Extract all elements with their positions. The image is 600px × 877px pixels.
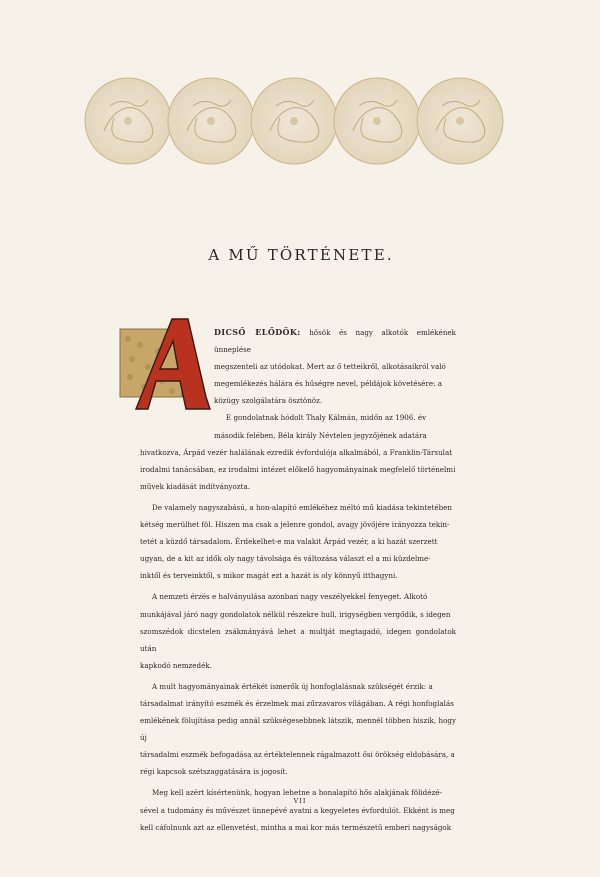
text-line: társadalmat irányító eszmék és érzelmek mai zűrzavaros világában. A régi honfoglalás xyxy=(140,698,454,708)
paragraph-6 xyxy=(140,784,456,835)
roundel-ornament-icon xyxy=(84,76,504,166)
text-line: művek kiadását indítványozta. xyxy=(140,481,250,491)
text-line: inktől és terveinktől, s mikor magát ezt a hazát is oly könnyű itthagyni. xyxy=(140,571,398,581)
text-line: társadalmi eszmék befogadása az értéktelennek rágalmazott ősi örökség eldobására, a xyxy=(140,750,455,760)
text-line: munkájával járó nagy gondolatok nélkül részekre hull, irigységben vergődik, s idegen xyxy=(140,609,451,619)
text-line: A mult hagyományainak értékét ismerők új honfoglalásnak szükségét érzik: a xyxy=(152,681,433,691)
paragraph-3 xyxy=(140,499,456,584)
drop-cap-text: A xyxy=(118,315,119,316)
text-line: kapkodó nemzedék. xyxy=(140,660,212,670)
text-line: kell cáfolnunk azt az ellenvetést, mintha a mai kor más természetű emberi nagyságok xyxy=(140,822,452,832)
text-line: tetét a küzdő társadalom. Érdekelhet-e ma valakit Árpád vezér, a ki hazát szerzett xyxy=(140,537,438,547)
title-dot: . xyxy=(386,246,392,264)
text-line: szomszédok dicstelen zsákmányává lehet a multját megtagadó, idegen gondolatok után xyxy=(140,626,456,653)
text-line: De valamely nagyszabású, a hon-alapító emlékéhez méltó mű kiadása tekintetében xyxy=(152,502,452,512)
paragraph-4 xyxy=(140,588,456,673)
paragraph-2 xyxy=(140,409,456,426)
text-line: A nemzeti érzés e halványulása azonban nagy veszélyekkel fenyeget. Alkotó xyxy=(152,592,428,602)
text-line: E gondolatnak hódolt Thaly Kálmán, midőn az 1906. év xyxy=(226,413,427,423)
paragraph-1-cont xyxy=(140,358,456,409)
text-line: irodalmi tanácsában, ez irodalmi intézet előkelő hagyományainak megfelelő történelmi xyxy=(140,464,456,474)
page-number: VII xyxy=(293,797,307,805)
text-line: ugyan, de a kit az idők oly nagy távolsága és változása választ el a mi küzdelme- xyxy=(140,554,431,564)
text-line: második felében, Béla király Névtelen jegyzőjének adatára xyxy=(214,430,427,440)
lead-words: DICSŐ ELŐDÖK: xyxy=(214,327,301,337)
text-line: Meg kell azért kísértenünk, hogyan lehetne a honalapító hős alakjának fölidézé- xyxy=(152,788,442,798)
paragraph-5 xyxy=(140,678,456,781)
body-text xyxy=(140,324,456,836)
text-line: megszenteli az utódokat. Mert az ő tetteikről, alkotásaikról való xyxy=(214,362,446,372)
text-line: hivatkozva, Árpád vezér halálának ezredik évfordulója alkalmából, a Franklin-Társulat xyxy=(140,447,453,457)
text-line: sével a tudomány és művészet ünnepévé avatni a kegyeletes évfordulót. Ekként is meg xyxy=(140,805,455,815)
text-line: közügy szolgálatára ösztönöz. xyxy=(214,396,323,406)
text-line: hősök és nagy alkotók emlékének ünneplése xyxy=(214,328,456,355)
paragraph-1 xyxy=(140,324,456,358)
title-text: A MŰ TÖRTÉNETE xyxy=(208,246,387,264)
text-line: emlékének fölujítása pedig annál szükségesebbnek látszik, mennél többen hiszik, hogy új xyxy=(140,716,456,743)
text-line: megemlékezés hálára és hűségre nevel, példájok követésére: a xyxy=(214,379,442,389)
page-title xyxy=(0,246,600,264)
ornamental-roundels xyxy=(84,76,504,166)
text-line: régi kapcsok szétszaggatására is jogosít. xyxy=(140,767,288,777)
paragraph-2-cont xyxy=(140,427,456,495)
text-line: kétség merülhet föl. Hiszen ma csak a jelenre gondol, avagy jövőjére irányozza tekin- xyxy=(140,520,450,530)
